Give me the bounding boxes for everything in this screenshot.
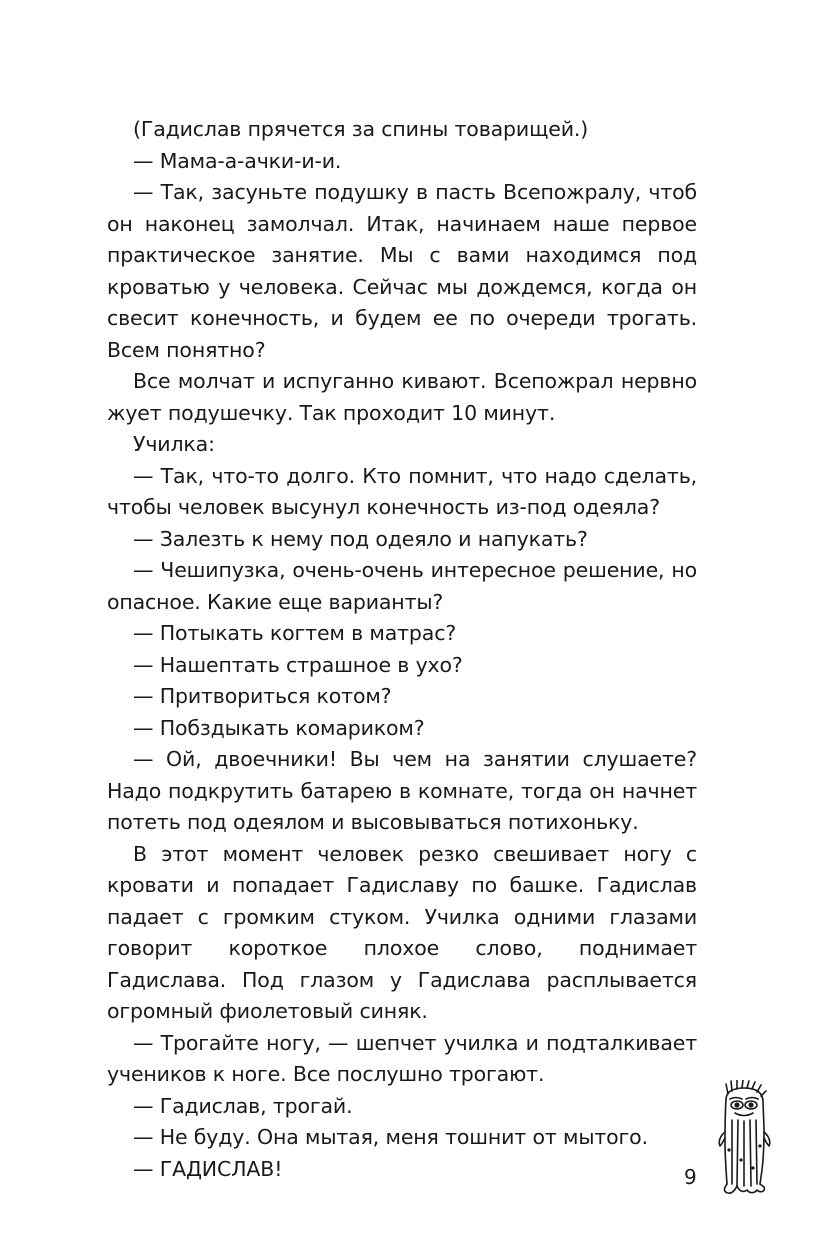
paragraph: Все молчат и испуганно кивают. Всепожрал нервно жует подушечку. Так проходит 10 минут. [107, 369, 697, 425]
fringed-monster-doodle-icon [716, 1080, 772, 1198]
paragraph: — ГАДИСЛАВ! [133, 1156, 283, 1181]
paragraph: — Чешипузка, очень-очень интересное решение, но опасное. Какие еще варианты? [107, 558, 697, 614]
paragraph: — Так, засуньте подушку в пасть Всепожралу, чтоб он наконец замолчал. Итак, начинаем наше первое практическое занятие. Мы с вами находимся под кроватью у человека. Сейчас мы дождемся, когда он свесит конечность, и будем ее по очереди трогать. Всем понятно? [107, 180, 697, 362]
paragraph: Училка: [133, 432, 215, 456]
paragraph: — Гадислав, трогай. [133, 1093, 353, 1118]
paragraph: — Нашептать страшное в ухо? [133, 652, 463, 677]
paragraph: — Потыкать когтем в матрас? [133, 621, 457, 645]
paragraph: — Ой, двоечники! Вы чем на занятии слушаете? Надо подкрутить батарею в комнате, тогда он начнет потеть под одеялом и высовываться потихоньку. [107, 747, 697, 834]
paragraph: (Гадислав прячется за спины товарищей.) [133, 117, 589, 141]
paragraph: В этот момент человек резко свешивает ногу с кровати и попадает Гадиславу по башке. Гадислав падает с громким стуком. Училка одними глазами говорит короткое плохое слово, поднимает Гадислава. Под глазом у Гадислава расплывается огромный фиолетовый синяк. [107, 841, 697, 1023]
page-number: 9 [684, 1165, 697, 1189]
paragraph: — Побздыкать комариком? [133, 715, 425, 740]
story-text [107, 114, 697, 1185]
paragraph: — Не буду. Она мытая, меня тошнит от мытого. [133, 1125, 648, 1149]
paragraph: — Залезть к нему под одеяло и напукать? [133, 526, 588, 551]
paragraph: — Так, что-то долго. Кто помнит, что надо сделать, чтобы человек высунул конечность из-под одеяла? [107, 463, 697, 519]
paragraph: — Мама-а-ачки-и-и. [133, 148, 342, 173]
paragraph: — Трогайте ногу, — шепчет училка и подталкивает учеников к ноге. Все послушно трогают. [107, 1030, 697, 1086]
paragraph: — Притвориться котом? [133, 684, 392, 708]
